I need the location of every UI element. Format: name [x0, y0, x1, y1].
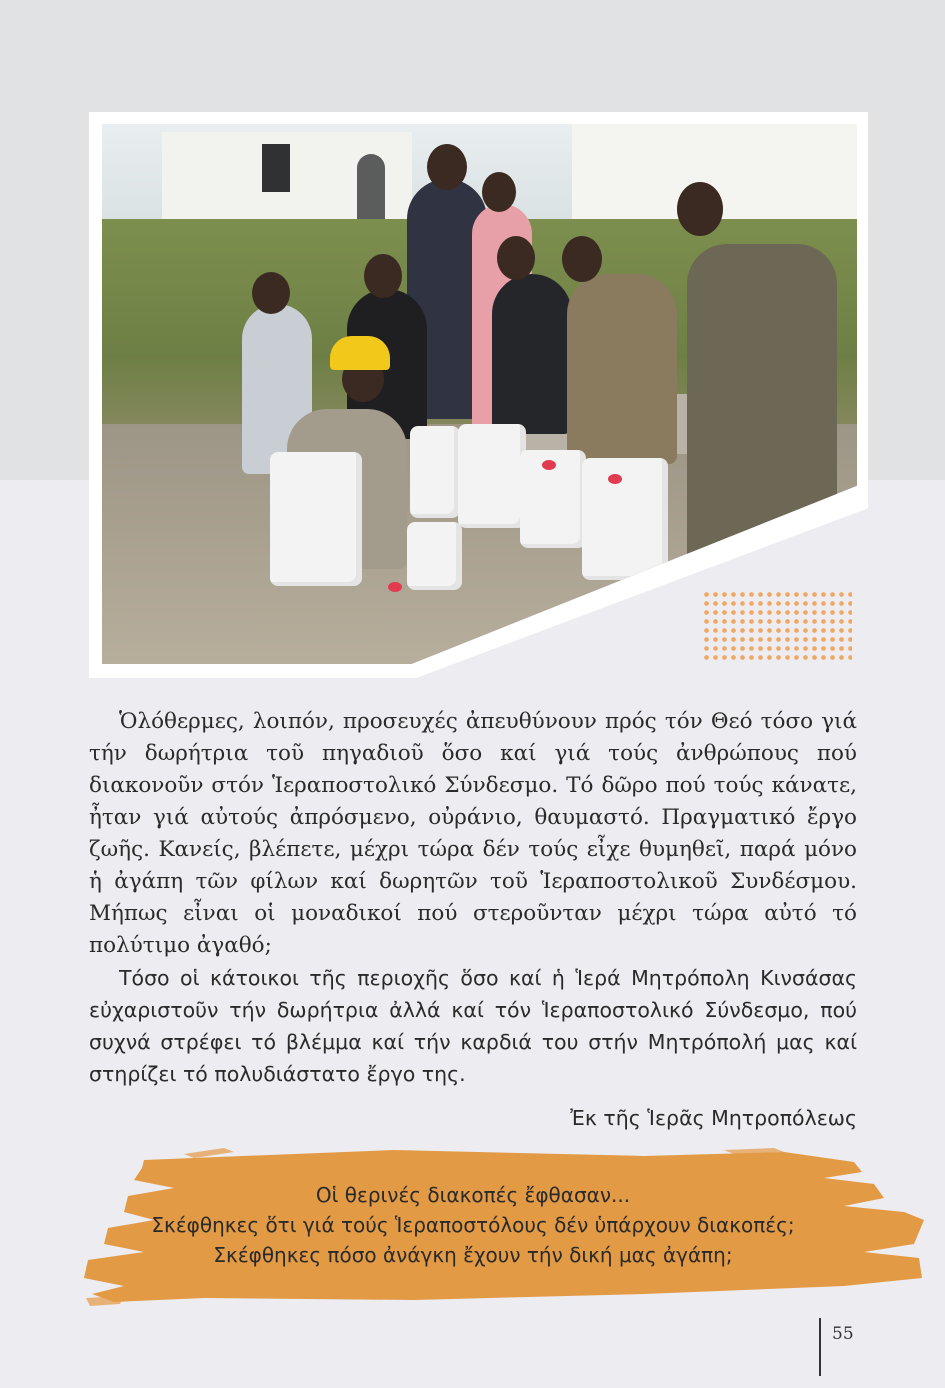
photo-water-container: [407, 522, 462, 590]
article-signature: Ἐκ τῆς Ἱερᾶς Μητροπόλεως: [570, 1106, 857, 1130]
photo-water-container: [410, 426, 460, 518]
photo-person-head: [497, 236, 535, 280]
photo-water-container: [458, 424, 526, 528]
callout-line: Σκέφθηκες ὅτι γιά τούς Ἱεραποστόλους δέν ὑπάρχουν διακοπές;: [151, 1213, 795, 1237]
photo-red-cap: [608, 474, 622, 484]
photo-window: [262, 144, 290, 192]
photo-person-head: [364, 254, 402, 298]
article-body: [89, 706, 857, 1090]
photo-person: [492, 274, 572, 434]
photo-red-cap: [388, 582, 402, 592]
photo-person-head: [562, 236, 602, 282]
photo-red-cap: [542, 460, 556, 470]
photo-person-head: [482, 172, 516, 212]
photo-arch: [357, 154, 385, 224]
callout-line: Οἱ θερινές διακοπές ἔφθασαν...: [315, 1183, 631, 1207]
page-number: 55: [832, 1324, 854, 1344]
photo-person-head: [252, 272, 290, 314]
photo-person-head: [427, 144, 467, 190]
page-number-rule: [819, 1318, 821, 1376]
photo-people-with-water-containers: [102, 124, 857, 664]
photo-water-container: [582, 458, 668, 580]
photo-person-head: [677, 182, 723, 236]
photo-person: [567, 274, 677, 464]
decorative-dot-grid: [702, 590, 852, 662]
callout-line: Σκέφθηκες πόσο ἀνάγκη ἔχουν τήν δική μας ἀγάπη;: [213, 1243, 733, 1267]
callout-text: [89, 1180, 857, 1270]
photo-yellow-helmet: [330, 336, 390, 370]
photo-water-container: [270, 452, 362, 586]
article-paragraph: Ὁλόθερμες, λοιπόν, προσευχές ἀπευθύνουν πρός τόν Θεό τόσο γιά τήν δωρήτρια τοῦ πηγαδιοῦ ὅσο καί γιά τούς ἀνθρώπους πού διακονοῦν στόν Ἱεραποστολικό Σύνδεσμο. Τό δῶρο πού τούς κάνατε, ἦταν γιά αὐτούς ἀπρόσμενο, οὐράνιο, θαυμαστό. Πραγματικό ἔργο ζωῆς. Κανείς, βλέπετε, μέχρι τώρα δέν τούς εἶχε θυμηθεῖ, παρά μόνο ἡ ἀγάπη τῶν φίλων καί δωρητῶν τοῦ Ἱεραποστολικοῦ Συνδέσμου. Μήπως εἶναι οἱ μοναδικοί πού στεροῦνταν μέχρι τώρα αὐτό τό πολύτιμο ἀγαθό;: [89, 709, 857, 958]
article-paragraph: Τόσο οἱ κάτοικοι τῆς περιοχῆς ὅσο καί ἡ Ἱερά Μητρόπολη Κινσάσας εὐχαριστοῦν τήν δωρήτρια ἀλλά καί τόν Ἱεραποστολικό Σύνδεσμο, πού συχνά στρέφει τό βλέμμα καί τήν καρδιά του στήν Μητρόπολή μας καί στηρίζει τό πολυδιάστατο ἔργο της.: [89, 966, 857, 1086]
